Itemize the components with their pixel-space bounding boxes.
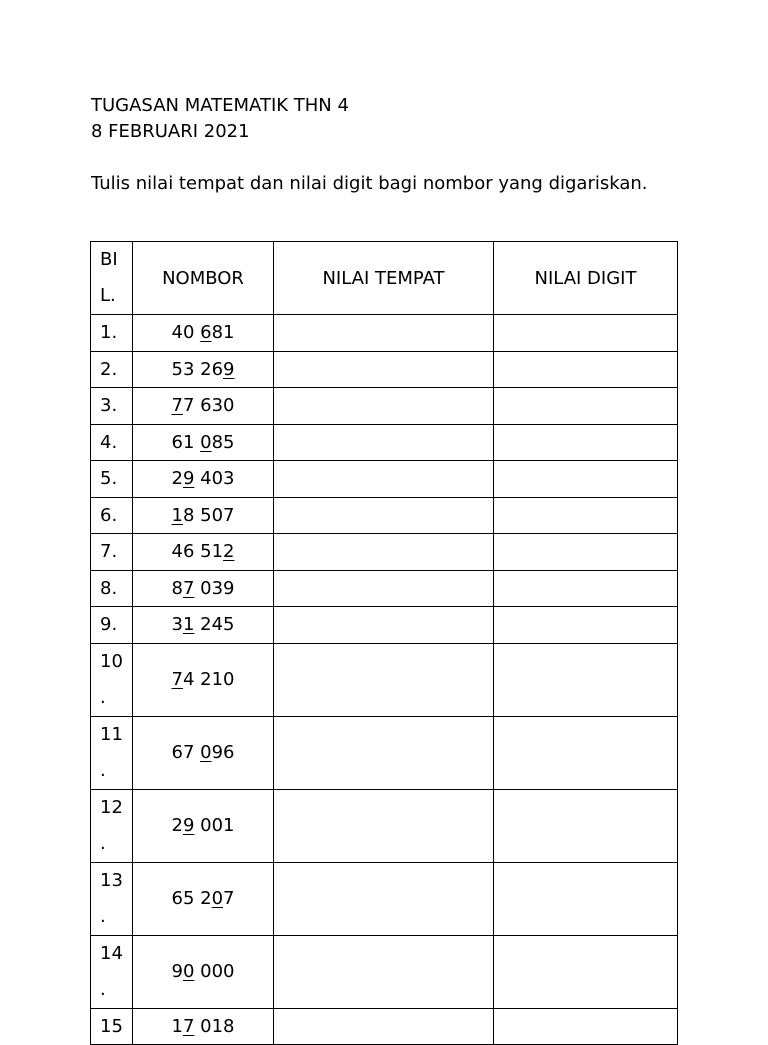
header-nilai-digit: NILAI DIGIT — [494, 242, 678, 315]
row-number-text: 6. — [100, 504, 118, 526]
nilai-digit-answer-cell[interactable] — [494, 315, 678, 352]
number-part-before: 8 — [171, 577, 183, 599]
nilai-digit-answer-cell[interactable] — [494, 461, 678, 498]
number-part-before: 2 — [171, 815, 183, 836]
row-number — [91, 315, 133, 352]
number-part-after: 001 — [194, 815, 235, 836]
table-row — [91, 388, 678, 425]
number-part-after: 85 — [211, 431, 235, 453]
row-number-text: 9. — [100, 614, 118, 636]
row-number-text: 1. — [100, 322, 118, 344]
nilai-tempat-answer-cell[interactable] — [274, 315, 494, 352]
number-cell — [133, 789, 274, 862]
number-cell — [133, 497, 274, 534]
table-row — [91, 716, 678, 789]
number-part-before: 2 — [171, 468, 183, 490]
nilai-digit-answer-cell[interactable] — [494, 497, 678, 534]
row-number — [91, 497, 133, 534]
worksheet-title: TUGASAN MATEMATIK THN 4 — [91, 95, 349, 116]
nilai-tempat-answer-cell[interactable] — [274, 607, 494, 644]
nilai-tempat-answer-cell[interactable] — [274, 388, 494, 425]
row-number-text: 15 — [100, 1015, 123, 1037]
number-cell — [133, 351, 274, 388]
row-number-text: 7. — [100, 541, 118, 563]
table-row — [91, 497, 678, 534]
nilai-tempat-answer-cell[interactable] — [274, 935, 494, 1008]
row-number — [91, 424, 133, 461]
underlined-digit: 9 — [223, 358, 235, 380]
underlined-digit: 7 — [171, 669, 183, 690]
number-part-before: 67 — [171, 742, 201, 763]
row-number-text: 10 — [100, 650, 123, 672]
number-part-after: 7 630 — [182, 395, 235, 417]
row-number-text: 2. — [100, 358, 118, 380]
number-part-after: 039 — [194, 577, 235, 599]
nilai-digit-answer-cell[interactable] — [494, 570, 678, 607]
number-part-before: 3 — [171, 614, 183, 636]
underlined-digit: 0 — [200, 431, 212, 453]
underlined-digit: 7 — [171, 395, 183, 417]
number-cell — [133, 315, 274, 352]
nilai-digit-answer-cell[interactable] — [494, 643, 678, 716]
nilai-tempat-answer-cell[interactable] — [274, 351, 494, 388]
nilai-digit-answer-cell[interactable] — [494, 935, 678, 1008]
nilai-digit-answer-cell[interactable] — [494, 607, 678, 644]
number-part-before: 46 51 — [171, 541, 224, 563]
number-cell — [133, 607, 274, 644]
number-cell — [133, 534, 274, 571]
nilai-digit-answer-cell[interactable] — [494, 862, 678, 935]
header-bil-line1: BI — [100, 249, 118, 270]
nilai-tempat-answer-cell[interactable] — [274, 789, 494, 862]
table-row — [91, 935, 678, 1008]
number-part-before: 40 — [171, 322, 201, 344]
number-cell — [133, 424, 274, 461]
table-row — [91, 351, 678, 388]
underlined-digit: 9 — [182, 468, 195, 490]
nilai-digit-answer-cell[interactable] — [494, 1008, 678, 1045]
table-row — [91, 570, 678, 607]
header-nilai-tempat: NILAI TEMPAT — [274, 242, 494, 315]
answer-table — [90, 241, 678, 1045]
number-cell — [133, 570, 274, 607]
nilai-tempat-answer-cell[interactable] — [274, 716, 494, 789]
row-number — [91, 862, 133, 935]
worksheet-date: 8 FEBRUARI 2021 — [91, 121, 250, 142]
nilai-tempat-answer-cell[interactable] — [274, 424, 494, 461]
nilai-tempat-answer-cell[interactable] — [274, 862, 494, 935]
header-bil-line2: L. — [100, 285, 116, 306]
number-cell — [133, 1008, 274, 1045]
table-row — [91, 1008, 678, 1045]
nilai-digit-answer-cell[interactable] — [494, 388, 678, 425]
number-part-after: 8 507 — [182, 504, 235, 526]
nilai-tempat-answer-cell[interactable] — [274, 570, 494, 607]
row-number — [91, 461, 133, 498]
underlined-digit: 1 — [171, 504, 183, 526]
number-cell — [133, 862, 274, 935]
table-row — [91, 461, 678, 498]
table-row — [91, 862, 678, 935]
row-number-text: 14 — [100, 942, 123, 964]
underlined-digit: 1 — [182, 614, 195, 636]
row-number-text: 13 — [100, 869, 123, 891]
number-cell — [133, 935, 274, 1008]
row-number-text: 11 — [100, 723, 123, 745]
row-number — [91, 607, 133, 644]
table-row — [91, 424, 678, 461]
number-cell — [133, 461, 274, 498]
row-number-dot: . — [100, 759, 106, 781]
table-row — [91, 643, 678, 716]
row-number-text: 5. — [100, 468, 118, 490]
row-number — [91, 534, 133, 571]
underlined-digit: 7 — [182, 577, 195, 599]
table-row — [91, 315, 678, 352]
nilai-tempat-answer-cell[interactable] — [274, 497, 494, 534]
nilai-digit-answer-cell[interactable] — [494, 716, 678, 789]
row-number-text: 3. — [100, 395, 118, 417]
table-row — [91, 534, 678, 571]
nilai-tempat-answer-cell[interactable] — [274, 643, 494, 716]
row-number-text: 8. — [100, 577, 118, 599]
underlined-digit: 0 — [200, 742, 212, 763]
underlined-digit: 0 — [211, 888, 224, 909]
number-part-before: 65 2 — [171, 888, 212, 909]
underlined-digit: 7 — [182, 1015, 195, 1037]
number-part-after: 000 — [194, 961, 235, 982]
header-bil — [91, 242, 133, 315]
number-cell — [133, 388, 274, 425]
row-number — [91, 1008, 133, 1045]
underlined-digit: 9 — [182, 815, 195, 836]
number-part-after: 4 210 — [182, 669, 235, 690]
number-part-before: 61 — [171, 431, 201, 453]
underlined-digit: 2 — [223, 541, 235, 563]
number-part-before: 9 — [171, 961, 183, 982]
number-cell — [133, 643, 274, 716]
number-part-after: 7 — [223, 888, 235, 909]
row-number-dot: . — [100, 832, 106, 854]
number-part-before: 53 26 — [171, 358, 224, 380]
row-number — [91, 716, 133, 789]
row-number — [91, 935, 133, 1008]
nilai-digit-answer-cell[interactable] — [494, 534, 678, 571]
nilai-digit-answer-cell[interactable] — [494, 424, 678, 461]
nilai-tempat-answer-cell[interactable] — [274, 1008, 494, 1045]
nilai-digit-answer-cell[interactable] — [494, 789, 678, 862]
number-part-after: 018 — [194, 1015, 235, 1037]
table-header-row — [91, 242, 678, 315]
row-number-text: 4. — [100, 431, 118, 453]
underlined-digit: 0 — [182, 961, 195, 982]
nilai-digit-answer-cell[interactable] — [494, 351, 678, 388]
number-part-after: 245 — [194, 614, 235, 636]
nilai-tempat-answer-cell[interactable] — [274, 461, 494, 498]
row-number — [91, 643, 133, 716]
row-number — [91, 570, 133, 607]
row-number-dot: . — [100, 686, 106, 708]
row-number — [91, 351, 133, 388]
nilai-tempat-answer-cell[interactable] — [274, 534, 494, 571]
number-part-after: 96 — [211, 742, 235, 763]
number-part-before: 1 — [171, 1015, 183, 1037]
instruction-text: Tulis nilai tempat dan nilai digit bagi nombor yang digariskan. — [91, 173, 648, 194]
underlined-digit: 6 — [200, 322, 212, 344]
number-part-after: 81 — [211, 322, 235, 344]
row-number-text: 12 — [100, 796, 123, 818]
row-number — [91, 789, 133, 862]
row-number-dot: . — [100, 978, 106, 1000]
number-cell — [133, 716, 274, 789]
table-row — [91, 607, 678, 644]
number-part-after: 403 — [194, 468, 235, 490]
worksheet-heading — [91, 93, 349, 145]
row-number — [91, 388, 133, 425]
row-number-dot: . — [100, 905, 106, 927]
header-nombor: NOMBOR — [133, 242, 274, 315]
table-row — [91, 789, 678, 862]
